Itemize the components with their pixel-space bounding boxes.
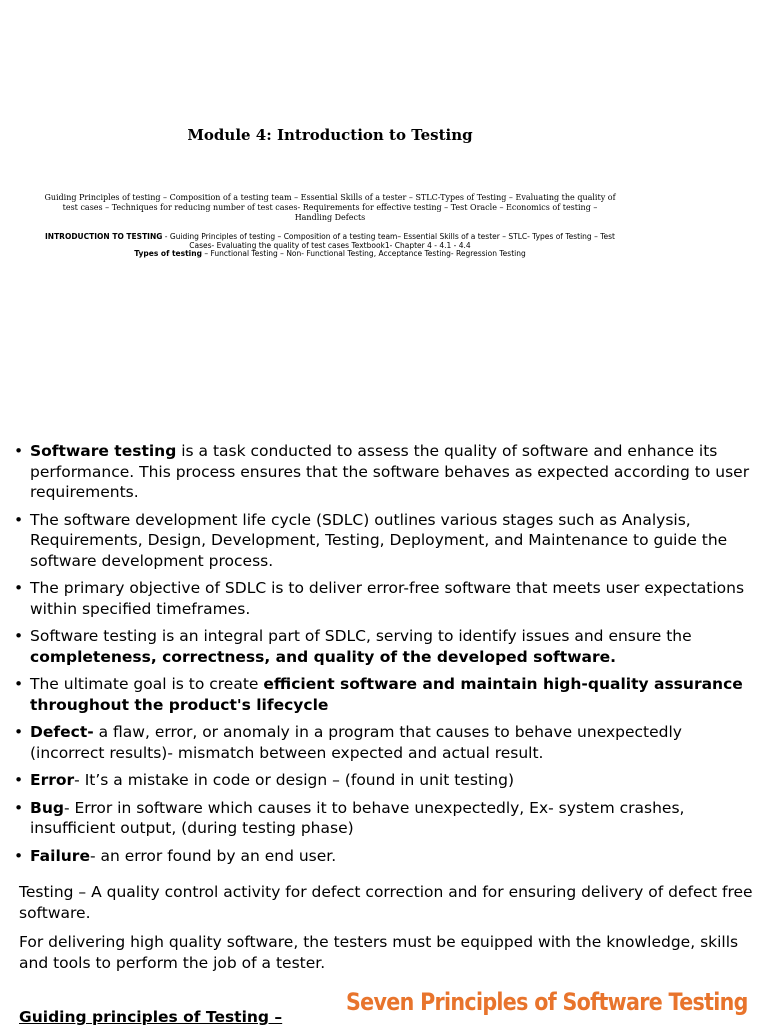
list-item — [14, 798, 754, 839]
tester-skills-paragraph: For delivering high quality software, the testers must be equipped with the knowledge, skills and tools to perform the job of a tester. — [19, 933, 739, 972]
bullet-text: is a task conducted to assess the quality of software and enhance its performance. This process ensures that the software behaves as expected according to user requirements. — [30, 442, 750, 501]
types-detail: – Functional Testing – Non- Functional Testing, Acceptance Testing- Regression Testing — [201, 249, 526, 258]
bullet-text: Software testing is an integral part of SDLC, serving to identify issues and ensure the — [30, 627, 692, 645]
bullet-bold-lead: Software testing — [30, 442, 177, 460]
bullet-text: The ultimate goal is to create — [30, 675, 264, 693]
topics-detail: - Guiding Principles of testing – Composition of a testing team– Essential Skills of a tester – STLC- Types of Testing – Test Cases- Evaluating the quality of test cases Textbook1- Chapter 4 - 4.1 - 4.4 — [162, 232, 615, 250]
list-item — [14, 626, 754, 667]
seven-principles-image-caption: Seven Principles of Software Testing — [346, 988, 748, 1016]
bullet-text: - It’s a mistake in code or design – (found in unit testing) — [74, 771, 515, 789]
guiding-principles-heading: Guiding principles of Testing – — [19, 1008, 283, 1026]
types-heading: Types of testing — [134, 249, 202, 258]
list-item — [14, 578, 754, 619]
bullet-bold-lead: Error — [30, 771, 75, 789]
bullet-bold-lead: Bug — [30, 798, 64, 817]
bullet-text: The software development life cycle (SDLC) outlines various stages such as Analysis, Requirements, Design, Development, Testing, Deployment, and Maintenance to guide the software development process. — [30, 510, 728, 570]
bullet-text: a flaw, error, or anomaly in a program that causes to behave unexpectedly (incorrect results)- mismatch between expected and actual result. — [30, 723, 682, 762]
bullet-text: - Error in software which causes it to behave unexpectedly, Ex- system crashes, insufficient output, (during testing phase) — [30, 798, 685, 837]
topics-heading: INTRODUCTION TO TESTING — [45, 232, 163, 241]
list-item — [14, 722, 754, 763]
bullet-bold-tail: completeness, correctness, and quality of the developed software. — [30, 647, 617, 666]
list-item — [14, 846, 754, 867]
list-item — [14, 510, 754, 572]
bullet-bold-lead: Failure — [30, 846, 90, 865]
definitions-list — [14, 441, 754, 873]
bullet-text: - an error found by an end user. — [89, 846, 337, 865]
bullet-bold-lead: Defect- — [30, 723, 94, 741]
list-item — [14, 441, 754, 503]
list-item — [14, 770, 754, 791]
topics-text — [44, 233, 616, 259]
page-title: Module 4: Introduction to Testing — [187, 126, 473, 144]
bullet-text: The primary objective of SDLC is to deliver error-free software that meets user expectations within specified timeframes. — [30, 579, 745, 618]
bullet-bold-tail: efficient software and maintain high-quality assurance throughout the product's lifecycle — [30, 675, 743, 714]
list-item — [14, 674, 754, 715]
testing-definition: Testing – A quality control activity for defect correction and for ensuring delivery of defect free software. — [19, 883, 753, 922]
syllabus-text: Guiding Principles of testing – Composition of a testing team – Essential Skills of a tester – STLC-Types of Testing – Evaluating the quality of test cases – Techniques for reducing number of test cases- Requirements for effective testing – Test Oracle – Economics of testing – Handling Defects — [44, 193, 616, 222]
